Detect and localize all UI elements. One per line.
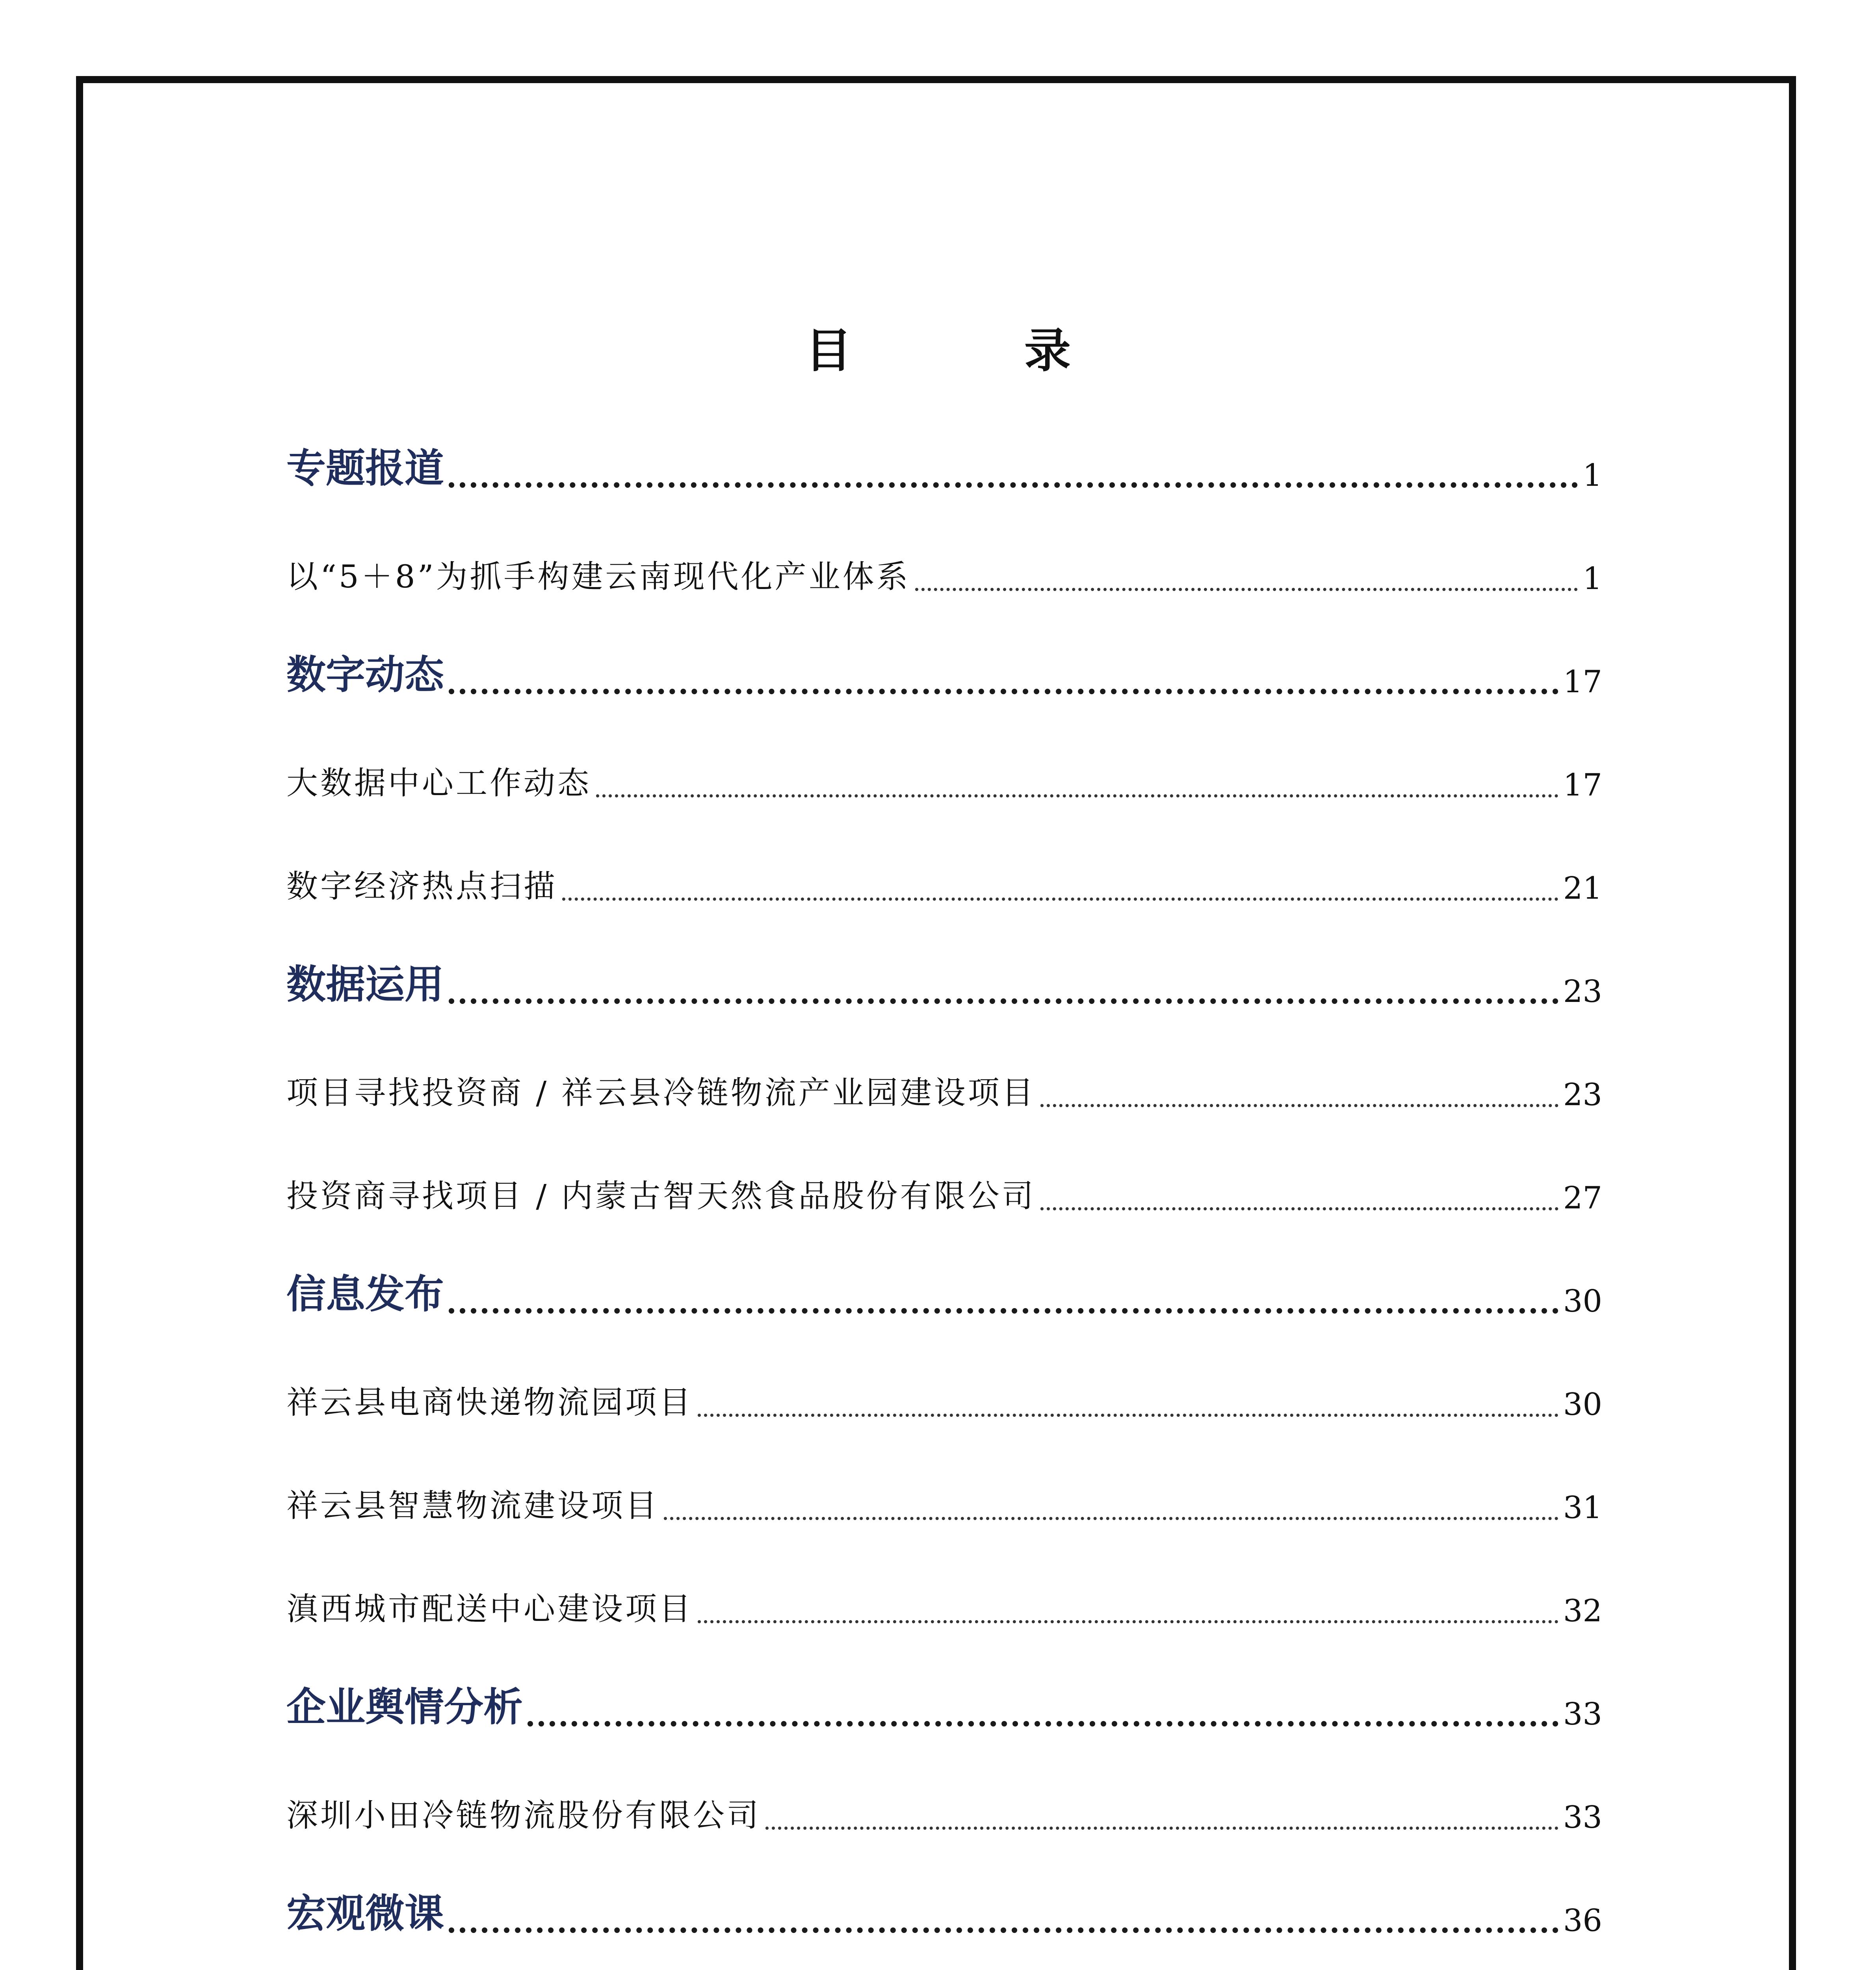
- toc-entry-label: 祥云县电商快递物流园项目: [286, 1384, 693, 1421]
- toc-page-number: 33: [1563, 1800, 1602, 1835]
- toc-entry-label: 投资商寻找项目 / 内蒙古智天然食品股份有限公司: [286, 1178, 1036, 1214]
- toc-entry-label: 滇西城市配送中心建设项目: [286, 1591, 693, 1627]
- toc-entry-label: 数字经济热点扫描: [286, 868, 557, 905]
- dot-leader: [562, 898, 1558, 901]
- toc-section-row[interactable]: [286, 1859, 1602, 1962]
- toc-page-number: 17: [1563, 768, 1602, 803]
- dot-leader: [449, 1308, 1558, 1314]
- toc-page-number: 32: [1563, 1593, 1602, 1629]
- toc-page-number: 33: [1563, 1697, 1602, 1732]
- toc-page-number: 17: [1563, 664, 1602, 700]
- toc-entry-label: 深圳小田冷链物流股份有限公司: [286, 1797, 761, 1834]
- toc-section-row[interactable]: [286, 930, 1602, 1033]
- toc-page-number: 31: [1563, 1490, 1602, 1526]
- toc-entry-label: 以“5＋8”为抓手构建云南现代化产业体系: [286, 558, 910, 595]
- dot-leader: [1040, 1207, 1558, 1210]
- toc-page-number: 23: [1563, 1077, 1602, 1113]
- toc-section-row[interactable]: [286, 620, 1602, 723]
- toc-entry-row[interactable]: [286, 517, 1602, 620]
- toc-page-number: 1: [1583, 458, 1602, 493]
- toc-section-label: 专题报道: [286, 445, 444, 491]
- dot-leader: [449, 1927, 1558, 1933]
- dot-leader: [698, 1414, 1558, 1417]
- dot-leader: [915, 588, 1578, 591]
- toc-entry-label: 大数据中心工作动态: [286, 765, 591, 801]
- table-of-contents: [286, 414, 1602, 1970]
- toc-entry-row[interactable]: [286, 723, 1602, 827]
- toc-page-number: 27: [1563, 1180, 1602, 1216]
- dot-leader: [698, 1620, 1558, 1623]
- toc-entry-row[interactable]: [286, 1343, 1602, 1446]
- toc-entry-row[interactable]: [286, 1136, 1602, 1240]
- toc-page-number: 30: [1563, 1387, 1602, 1422]
- toc-section-label: 企业舆情分析: [286, 1684, 523, 1730]
- toc-section-label: 数字动态: [286, 652, 444, 698]
- toc-entry-row[interactable]: [286, 1033, 1602, 1136]
- toc-page-number: 1: [1583, 561, 1602, 597]
- dot-leader: [449, 482, 1578, 488]
- toc-page-number: 23: [1563, 974, 1602, 1009]
- dot-leader: [596, 794, 1558, 797]
- toc-entry-label: 项目寻找投资商 / 祥云县冷链物流产业园建设项目: [286, 1074, 1036, 1111]
- toc-section-label: 宏观微课: [286, 1890, 444, 1937]
- toc-section-label: 数据运用: [286, 961, 444, 1007]
- dot-leader: [449, 689, 1558, 694]
- dot-leader: [449, 998, 1558, 1004]
- toc-entry-row[interactable]: [286, 1446, 1602, 1549]
- toc-section-row[interactable]: [286, 1240, 1602, 1343]
- toc-entry-row[interactable]: [286, 1962, 1602, 1970]
- toc-page-number: 30: [1563, 1284, 1602, 1319]
- dot-leader: [528, 1721, 1558, 1727]
- toc-title: 目 录: [805, 323, 1134, 378]
- toc-entry-row[interactable]: [286, 827, 1602, 930]
- toc-section-row[interactable]: [286, 1652, 1602, 1756]
- toc-page-number: 21: [1563, 871, 1602, 906]
- toc-page-number: 36: [1563, 1903, 1602, 1938]
- toc-entry-label: 祥云县智慧物流建设项目: [286, 1487, 659, 1524]
- toc-section-row[interactable]: [286, 414, 1602, 517]
- dot-leader: [664, 1517, 1558, 1520]
- toc-entry-row[interactable]: [286, 1756, 1602, 1859]
- toc-section-label: 信息发布: [286, 1271, 444, 1317]
- dot-leader: [765, 1827, 1558, 1830]
- dot-leader: [1040, 1104, 1558, 1107]
- toc-entry-row[interactable]: [286, 1549, 1602, 1652]
